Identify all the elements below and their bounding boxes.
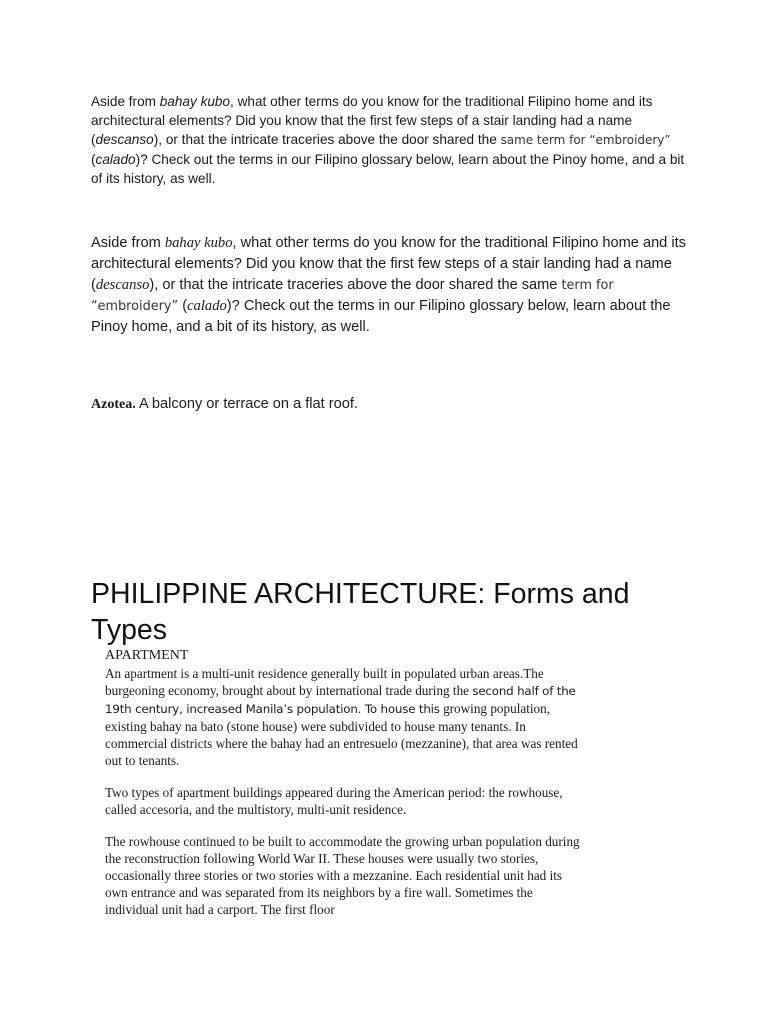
text-run: Aside from [91, 94, 160, 109]
section-heading: PHILIPPINE ARCHITECTURE: Forms and Types [91, 578, 630, 646]
text-run: ), or that the intricate traceries above the door shared the [153, 132, 501, 147]
intro-paragraph-small [91, 92, 691, 188]
article-paragraph: Two types of apartment buildings appeared during the American period: the rowhouse, called accesoria, and the multistory, multi-unit residence. [105, 785, 563, 817]
text-run: )? Check out the terms in our Filipino glossary below, learn about the Pinoy home, and a bit of its history, as well. [91, 152, 685, 186]
text-run: term for “embroidery” [91, 278, 614, 314]
article-paragraph: The rowhouse continued to be built to accommodate the growing urban population during the reconstruction following World War II. These houses were usually two stories, occasionally three stories or two stories with a mezzanine. Each residential unit had its own entrance and was separated from its neighbors by a fire wall. Sometimes the individual unit had a carport. The first floor [105, 834, 580, 917]
text-run: ( [178, 298, 188, 314]
italic-term: calado [95, 152, 136, 167]
text-run: same term for “embroidery” [500, 133, 671, 147]
text-run: An apartment is a multi-unit residence generally built in populated urban areas.The burgeoning economy, brought about by international trade during the [105, 666, 544, 698]
glossary-term: Azotea. [91, 397, 136, 412]
italic-term: bahay kubo [159, 94, 231, 109]
text-run: Aside from [91, 235, 165, 251]
article-body [105, 647, 580, 933]
italic-term: descanso [95, 132, 154, 147]
italic-term: bahay kubo [164, 235, 233, 251]
glossary-text: A balcony or terrace on a flat roof. [135, 396, 358, 412]
italic-term: calado [187, 298, 227, 314]
text-run: ), or that the intricate traceries above the door shared the same [149, 277, 562, 293]
text-run: , what other terms do you know for the traditional Filipino home and its architectural elements? Did you know that the first few steps of a stair landing had a name ( [91, 94, 653, 147]
intro-paragraph-large [91, 233, 691, 338]
text-run: )? Check out the terms in our Filipino glossary below, learn about the Pinoy home, and a bit of its history, as well. [91, 298, 671, 335]
article-paragraph [105, 665, 580, 769]
text-run: growing population, existing bahay na bato (stone house) were subdivided to house many tenants. In commercial districts where the bahay had an entresuelo (mezzanine), that area was rented out to tenants. [105, 701, 578, 768]
text-run: ( [91, 152, 96, 167]
text-run: second half of the 19th century, increased Manila’s population. To house this [105, 684, 576, 716]
glossary-definition [91, 394, 691, 415]
text-run: , what other terms do you know for the traditional Filipino home and its architectural elements? Did you know that the first few steps of a stair landing had a name ( [91, 235, 686, 293]
article-subheading: APARTMENT [105, 648, 189, 663]
italic-term: descanso [95, 277, 150, 293]
